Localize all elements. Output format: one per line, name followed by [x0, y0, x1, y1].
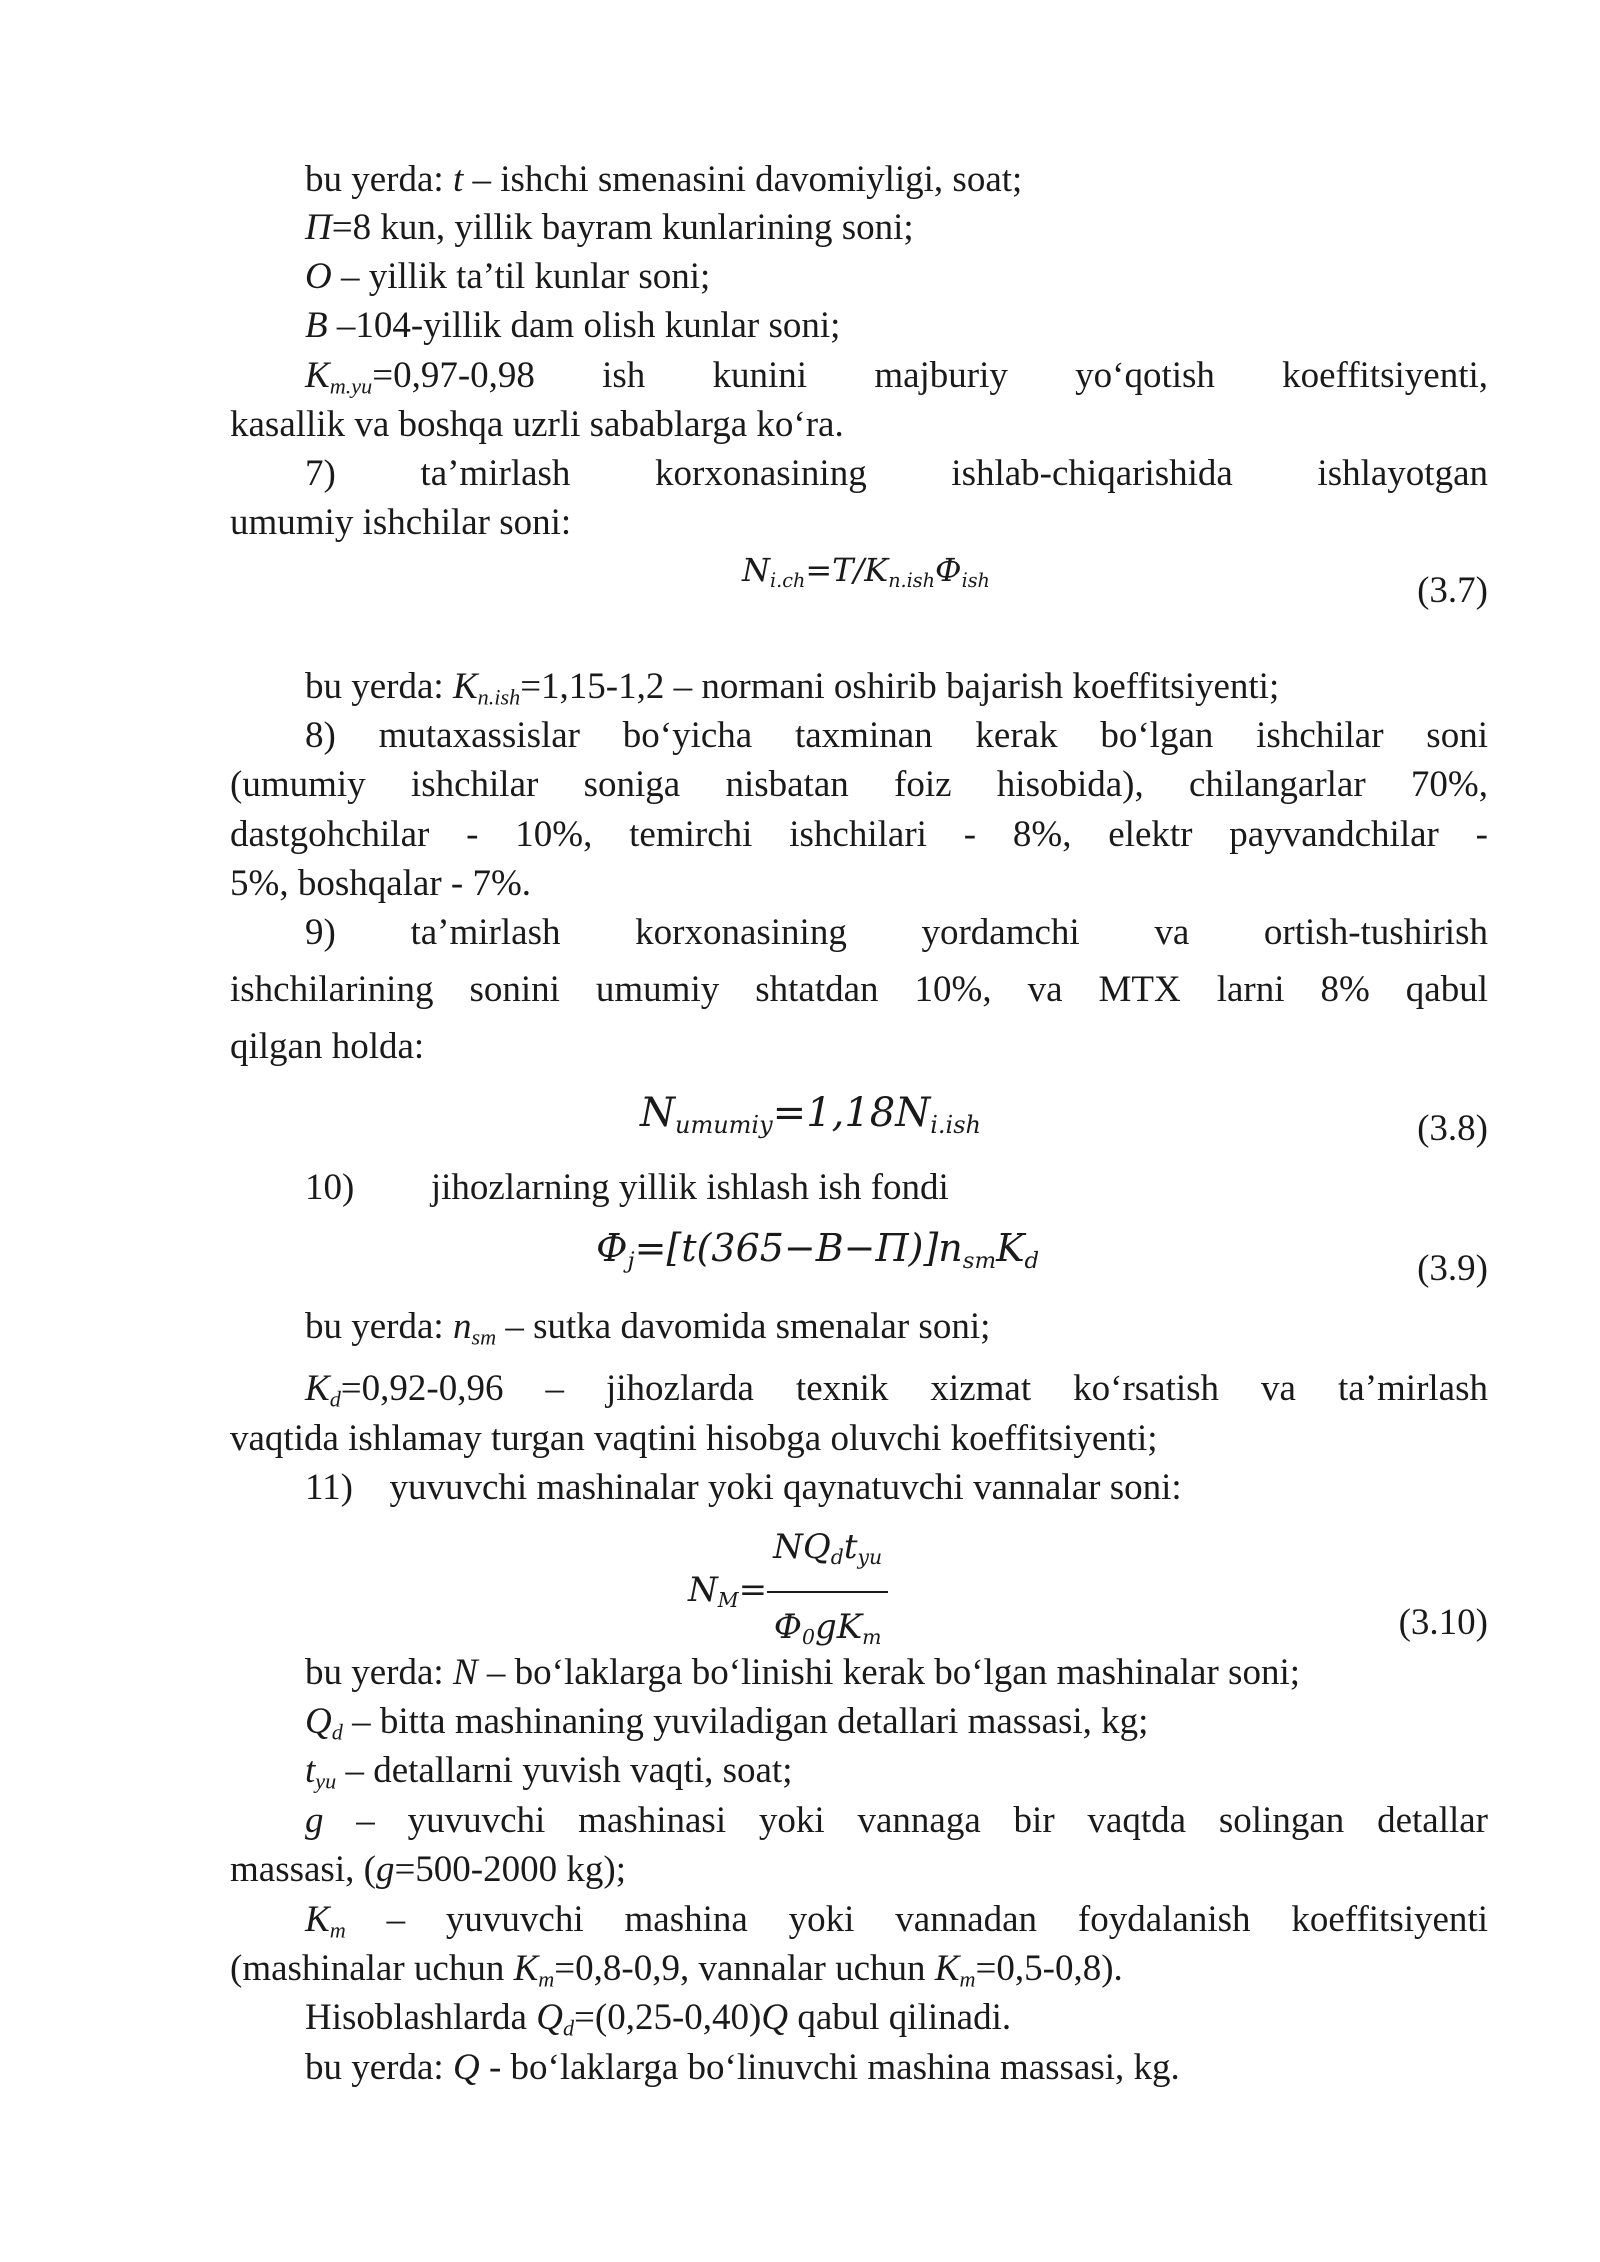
equation-number: (3.7): [1417, 570, 1488, 611]
text-line: bu yerda: $K_{n.ish}=1,15-1,2$ – normani oshirib bajarish koeffitsiyenti;: [305, 666, 1280, 710]
text-line: Hisoblashlarda $Q_d=(0,25-0,40)Q$ qabul qilinadi.: [305, 1997, 1012, 2041]
text-line: 5%, boshqalar - 7%.: [230, 863, 532, 904]
text-line: $K_{m.yu}=0,97-0,98$ ish kunini majburiy yo‘qotish koeffitsiyenti,: [305, 355, 1488, 399]
equation-number: (3.8): [1417, 1108, 1488, 1149]
text-line: 7) ta’mirlash korxonasining ishlab-chiqarishida ishlayotgan: [305, 453, 1488, 494]
equation-3-7: $N_{i.ch}=T/K_{n.ish}Ф_{ish}$: [742, 551, 990, 592]
text-line: O – yillik ta’til kunlar soni;: [305, 256, 711, 297]
text-line: qilgan holda:: [230, 1026, 425, 1067]
equation-3-10: $N_M=$ $\frac{NQ_dt_{yu}}{Ф_0gK_m}$: [688, 1515, 888, 1669]
equation-number: (3.9): [1417, 1248, 1488, 1289]
text-line: B –104-yillik dam olish kunlar soni;: [305, 305, 841, 346]
text-line: massasi, (g=500-2000 kg);: [230, 1849, 626, 1890]
text-line: bu yerda: Q - bo‘laklarga bo‘linuvchi mashina massasi, kg.: [305, 2047, 1180, 2088]
list-number: 11): [305, 1467, 353, 1508]
text-line: bu yerda: $n_{sm}$ – sutka davomida smenalar soni;: [305, 1306, 991, 1350]
list-text: jihozlarning yillik ishlash ish fondi: [430, 1167, 949, 1208]
equation-3-9: $Ф_j=[t(365-B-П)]n_{sm}K_d$: [596, 1226, 1040, 1274]
text-line: $Q_d$ – bitta mashinaning yuviladigan detallari massasi, kg;: [305, 1701, 1149, 1745]
text-line: П=8 kun, yillik bayram kunlarining soni;: [305, 207, 914, 248]
text-line: (mashinalar uchun $K_m=0,8-0,9$, vannalar uchun $K_m=0,5-0,8$).: [230, 1948, 1123, 1992]
text-line: bu yerda: t – ishchi smenasini davomiyligi, soat;: [305, 159, 1023, 200]
text-line: kasallik va boshqa uzrli sabablarga ko‘ra.: [230, 404, 844, 445]
list-number: 10): [305, 1167, 355, 1208]
text-line: [305, 1463, 1488, 1513]
text-line: $t_{yu}$ – detallarni yuvish vaqti, soat;: [305, 1750, 793, 1794]
text-line: $K_d=0,92-0,96$ – jihozlarda texnik xizmat ko‘rsatish va ta’mirlash: [305, 1368, 1488, 1412]
text-line: (umumiy ishchilar soniga nisbatan foiz hisobida), chilangarlar 70%,: [230, 764, 1488, 805]
text-line: $K_m$ – yuvuvchi mashina yoki vannadan foydalanish koeffitsiyenti: [305, 1899, 1488, 1943]
text-line: g – yuvuvchi mashinasi yoki vannaga bir vaqtda solingan detallar: [305, 1800, 1488, 1841]
equation-3-8: $N_{umumiy}=1,18N_{i.ish}$: [640, 1090, 982, 1140]
list-text: yuvuvchi mashinalar yoki qaynatuvchi vannalar soni:: [389, 1467, 1182, 1508]
text-line: [305, 1163, 1488, 1213]
text-line: dastgohchilar - 10%, temirchi ishchilari - 8%, elektr payvandchilar -: [230, 814, 1488, 855]
text-line: vaqtida ishlamay turgan vaqtini hisobga oluvchi koeffitsiyenti;: [230, 1418, 1158, 1459]
text-line: ishchilarining sonini umumiy shtatdan 10%, va MTX larni 8% qabul: [230, 969, 1488, 1010]
text-line: 9) ta’mirlash korxonasining yordamchi va ortish-tushirish: [305, 912, 1488, 953]
equation-number: (3.10): [1398, 1602, 1488, 1643]
text-line: 8) mutaxassislar bo‘yicha taxminan kerak bo‘lgan ishchilar soni: [305, 715, 1488, 756]
text-line: bu yerda: N – bo‘laklarga bo‘linishi kerak bo‘lgan mashinalar soni;: [305, 1652, 1301, 1693]
text-line: umumiy ishchilar soni:: [230, 502, 572, 543]
